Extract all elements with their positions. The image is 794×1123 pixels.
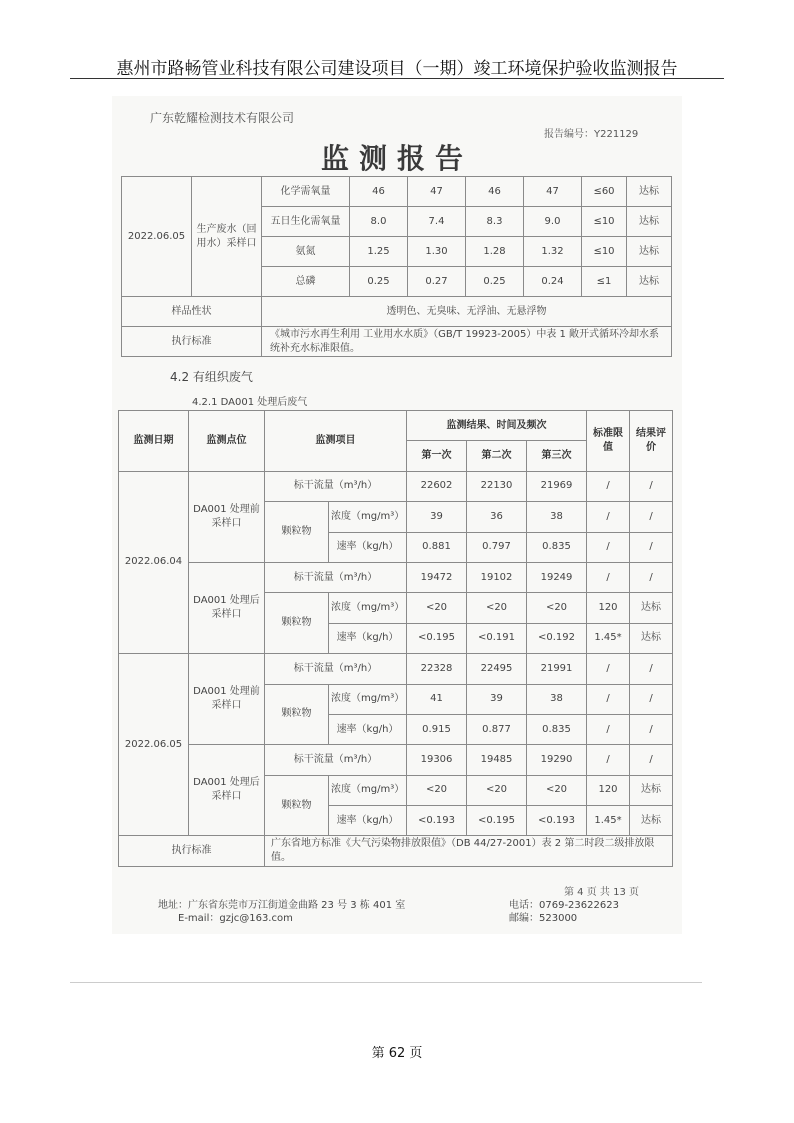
limit-cell: ≤1	[582, 267, 627, 297]
pollutant-name: 颗粒物	[265, 593, 329, 654]
value-cell: <0.193	[407, 806, 467, 836]
value-cell: 0.25	[350, 267, 408, 297]
subsection-title: 4.2.1 DA001 处理后废气	[192, 397, 308, 408]
sample-point: DA001 处理前采样口	[189, 471, 265, 562]
pollutant-name: 颗粒物	[265, 775, 329, 836]
limit-cell: ≤10	[582, 207, 627, 237]
value-cell: 1.30	[408, 237, 466, 267]
eval-cell: /	[630, 654, 673, 684]
rate-label: 速率（kg/h）	[329, 532, 407, 562]
value-cell: 7.4	[408, 207, 466, 237]
table-row	[119, 836, 673, 866]
header-first: 第一次	[407, 441, 467, 471]
company-name: 广东乾耀检测技术有限公司	[150, 111, 295, 125]
sample-point: DA001 处理后采样口	[189, 562, 265, 653]
company-address: 地址：广东省东莞市万江街道金曲路 23 号 3 栋 401 室	[158, 900, 406, 911]
value-cell: 0.881	[407, 532, 467, 562]
item-name: 化学需氧量	[262, 177, 350, 207]
eval-cell: 达标	[627, 207, 672, 237]
eval-cell: /	[630, 471, 673, 501]
sample-date: 2022.06.04	[119, 471, 189, 653]
report-number: 报告编号：Y221129	[544, 129, 639, 140]
value-cell: 19306	[407, 745, 467, 775]
rate-label: 速率（kg/h）	[329, 806, 407, 836]
pollutant-name: 颗粒物	[265, 502, 329, 563]
standard-label: 执行标准	[119, 836, 265, 866]
value-cell: <0.192	[527, 623, 587, 653]
header-eval: 结果评价	[630, 411, 673, 472]
item-name: 五日生化需氧量	[262, 207, 350, 237]
footer-divider	[70, 982, 702, 983]
limit-cell: 120	[587, 593, 630, 623]
value-cell: 19102	[467, 562, 527, 592]
header-second: 第二次	[467, 441, 527, 471]
table-row	[122, 297, 672, 327]
conc-label: 浓度（mg/m³）	[329, 775, 407, 805]
value-cell: 22602	[407, 471, 467, 501]
eval-cell: 达标	[630, 775, 673, 805]
eval-cell: /	[630, 745, 673, 775]
value-cell: 41	[407, 684, 467, 714]
scanned-report-page	[112, 96, 682, 934]
value-cell: 1.25	[350, 237, 408, 267]
limit-cell: /	[587, 714, 630, 744]
header-point: 监测点位	[189, 411, 265, 472]
table-row	[119, 654, 673, 684]
limit-cell: /	[587, 502, 630, 532]
company-postcode: 邮编：523000	[509, 913, 578, 924]
value-cell: 0.797	[467, 532, 527, 562]
flow-label: 标干流量（m³/h）	[265, 562, 407, 592]
value-cell: 0.835	[527, 714, 587, 744]
value-cell: 19485	[467, 745, 527, 775]
sample-value: 透明色、无臭味、无浮油、无悬浮物	[262, 297, 672, 327]
flow-label: 标干流量（m³/h）	[265, 745, 407, 775]
wastewater-table	[121, 176, 672, 357]
page-number: 第 62 页	[371, 1046, 423, 1061]
limit-cell: /	[587, 684, 630, 714]
limit-cell: /	[587, 654, 630, 684]
item-name: 氨氮	[262, 237, 350, 267]
value-cell: 22130	[467, 471, 527, 501]
table-header-row	[119, 411, 673, 441]
limit-cell: 1.45*	[587, 806, 630, 836]
value-cell: <20	[467, 775, 527, 805]
eval-cell: /	[630, 532, 673, 562]
value-cell: 21969	[527, 471, 587, 501]
value-cell: 22495	[467, 654, 527, 684]
value-cell: 47	[524, 177, 582, 207]
limit-cell: 1.45*	[587, 623, 630, 653]
table-row	[122, 177, 672, 207]
value-cell: 0.24	[524, 267, 582, 297]
eval-cell: /	[630, 684, 673, 714]
sample-point: DA001 处理前采样口	[189, 654, 265, 745]
table-row	[119, 562, 673, 592]
sample-point: DA001 处理后采样口	[189, 745, 265, 836]
limit-cell: ≤10	[582, 237, 627, 267]
standard-value: 《城市污水再生利用 工业用水水质》（GB/T 19923-2005）中表 1 敞开式循环冷却水系统补充水标准限值。	[262, 327, 672, 357]
flow-label: 标干流量（m³/h）	[265, 654, 407, 684]
limit-cell: /	[587, 745, 630, 775]
header-date: 监测日期	[119, 411, 189, 472]
sample-date: 2022.06.05	[122, 177, 192, 297]
rate-label: 速率（kg/h）	[329, 623, 407, 653]
limit-cell: /	[587, 562, 630, 592]
pollutant-name: 颗粒物	[265, 684, 329, 745]
value-cell: <0.191	[467, 623, 527, 653]
value-cell: 22328	[407, 654, 467, 684]
value-cell: 19472	[407, 562, 467, 592]
value-cell: <0.195	[407, 623, 467, 653]
company-phone: 电话：0769-23622623	[509, 900, 619, 911]
limit-cell: 120	[587, 775, 630, 805]
standard-label: 执行标准	[122, 327, 262, 357]
value-cell: 0.835	[527, 532, 587, 562]
value-cell: 0.25	[466, 267, 524, 297]
value-cell: 47	[408, 177, 466, 207]
value-cell: 38	[527, 502, 587, 532]
value-cell: 8.0	[350, 207, 408, 237]
value-cell: <20	[527, 775, 587, 805]
section-title: 4.2 有组织废气	[170, 370, 253, 384]
value-cell: 46	[350, 177, 408, 207]
eval-cell: 达标	[630, 806, 673, 836]
eval-cell: /	[630, 502, 673, 532]
value-cell: 1.28	[466, 237, 524, 267]
header-limit: 标准限值	[587, 411, 630, 472]
value-cell: 39	[407, 502, 467, 532]
scan-page-indicator: 第 4 页 共 13 页	[564, 887, 639, 898]
value-cell: <20	[527, 593, 587, 623]
sample-date: 2022.06.05	[119, 654, 189, 836]
limit-cell: /	[587, 471, 630, 501]
flow-label: 标干流量（m³/h）	[265, 471, 407, 501]
item-name: 总磷	[262, 267, 350, 297]
value-cell: 8.3	[466, 207, 524, 237]
eval-cell: 达标	[630, 623, 673, 653]
report-title: 监测报告	[320, 142, 473, 175]
header-item: 监测项目	[265, 411, 407, 472]
table-row	[122, 327, 672, 357]
value-cell: 0.27	[408, 267, 466, 297]
value-cell: 39	[467, 684, 527, 714]
eval-cell: /	[630, 562, 673, 592]
value-cell: 0.877	[467, 714, 527, 744]
value-cell: 36	[467, 502, 527, 532]
sample-label: 样品性状	[122, 297, 262, 327]
document-header: 惠州市路畅管业科技有限公司建设项目（一期）竣工环境保护验收监测报告	[70, 54, 724, 79]
limit-cell: ≤60	[582, 177, 627, 207]
header-results: 监测结果、时间及频次	[407, 411, 587, 441]
value-cell: 46	[466, 177, 524, 207]
value-cell: <0.193	[527, 806, 587, 836]
conc-label: 浓度（mg/m³）	[329, 593, 407, 623]
value-cell: 1.32	[524, 237, 582, 267]
value-cell: 19290	[527, 745, 587, 775]
standard-value: 广东省地方标准《大气污染物排放限值》（DB 44/27-2001）表 2 第二时段二级排放限值。	[265, 836, 673, 866]
eval-cell: 达标	[627, 267, 672, 297]
conc-label: 浓度（mg/m³）	[329, 502, 407, 532]
conc-label: 浓度（mg/m³）	[329, 684, 407, 714]
eval-cell: /	[630, 714, 673, 744]
value-cell: <20	[407, 593, 467, 623]
value-cell: <20	[467, 593, 527, 623]
value-cell: 21991	[527, 654, 587, 684]
eval-cell: 达标	[627, 237, 672, 267]
exhaust-gas-table	[118, 410, 673, 867]
value-cell: 9.0	[524, 207, 582, 237]
value-cell: 0.915	[407, 714, 467, 744]
limit-cell: /	[587, 532, 630, 562]
eval-cell: 达标	[630, 593, 673, 623]
table-row	[119, 745, 673, 775]
header-third: 第三次	[527, 441, 587, 471]
eval-cell: 达标	[627, 177, 672, 207]
value-cell: <20	[407, 775, 467, 805]
table-row	[119, 471, 673, 501]
company-email: E-mail：gzjc@163.com	[178, 913, 293, 924]
sample-point: 生产废水（回用水）采样口	[192, 177, 262, 297]
rate-label: 速率（kg/h）	[329, 714, 407, 744]
value-cell: <0.195	[467, 806, 527, 836]
value-cell: 38	[527, 684, 587, 714]
value-cell: 19249	[527, 562, 587, 592]
